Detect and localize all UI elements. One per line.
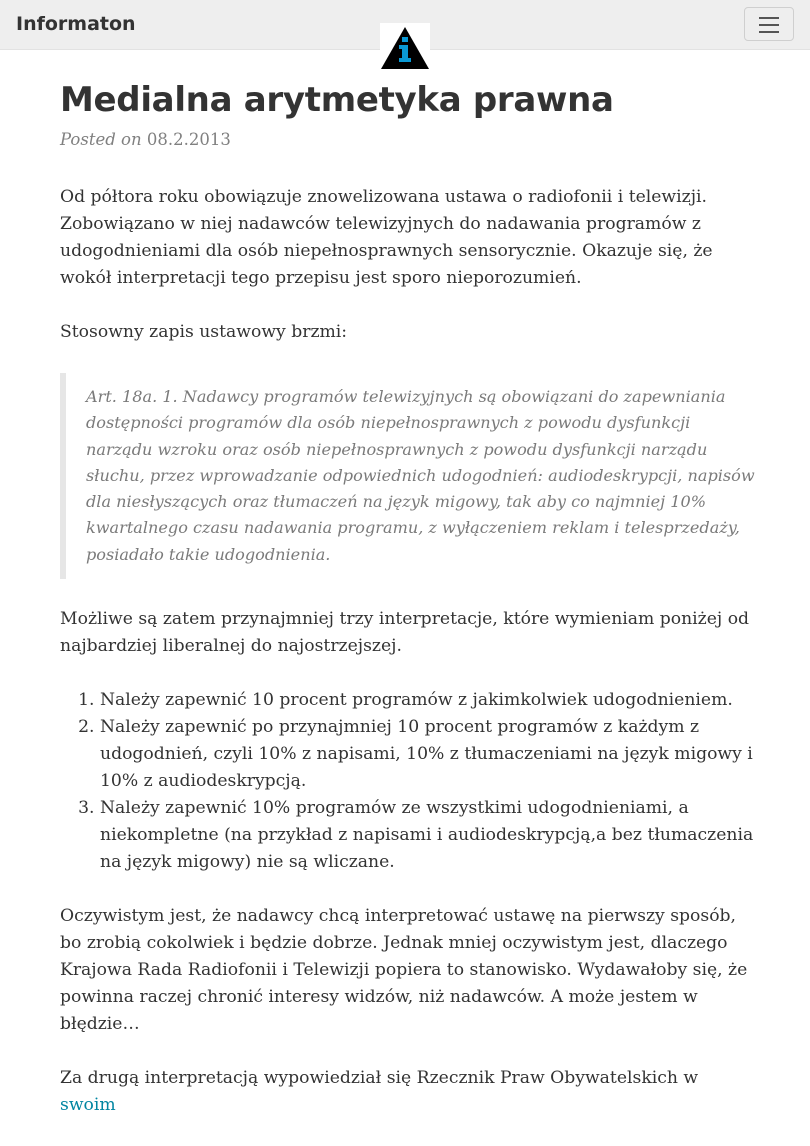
- rpo-text: Za drugą interpretacją wypowiedział się Rzecznik Praw Obywatelskich w: [60, 1068, 699, 1089]
- navbar: [0, 0, 810, 50]
- rpo-paragraph: [60, 1065, 755, 1119]
- interpretations-list: [60, 687, 755, 876]
- post-date: 08.2.2013: [146, 130, 231, 149]
- list-item: 2. Należy zapewnić po przynajmniej 10 procent programów z każdym z udogodnień, czyli 10% z napisami, 10% z tłumaczeniami na język migowy i 10% z audiodeskrypcją.: [100, 714, 755, 795]
- list-item: 3. Należy zapewnić 10% programów ze wszystkimi udogodnieniami, a niekompletne (na przykład z napisami i audiodeskrypcją,a bez tłumaczenia na język migowy) nie są wliczane.: [100, 795, 755, 876]
- post-meta: [60, 130, 231, 149]
- interpretations-intro: Możliwe są zatem przynajmniej trzy interpretacje, które wymieniam poniżej od najbardziej liberalnej do najostrzejszej.: [60, 609, 750, 657]
- lead-in-paragraph: Stosowny zapis ustawowy brzmi:: [60, 322, 348, 342]
- post-title: Medialna arytmetyka prawna: [60, 80, 614, 120]
- intro-paragraph: Od półtora roku obowiązuje znowelizowana ustawa o radiofonii i telewizji. Zobowiązano w niej nadawców telewizyjnych do nadawania programów z udogodnieniami dla osób niepełnosprawnych sensorycznie. Okazuje się, że wokół interpretacji tego przepisu jest sporo nieporozumień.: [60, 187, 713, 288]
- brand-link[interactable]: Informaton: [16, 13, 136, 35]
- info-triangle-icon[interactable]: [380, 23, 430, 71]
- post-content: [60, 184, 755, 1146]
- law-quote: [60, 373, 755, 579]
- comment-paragraph: Oczywistym jest, że nadawcy chcą interpretować ustawę na pierwszy sposób, bo zrobią cokolwiek i będzie dobrze. Jednak mniej oczywistym jest, dlaczego Krajowa Rada Radiofonii i Telewizji popiera to stanowisko. Wydawałoby się, że powinna raczej chronić interesy widzów, niż nadawców. A może jestem w błędzie…: [60, 906, 748, 1035]
- menu-toggle-button[interactable]: [744, 7, 794, 41]
- list-item: 1. Należy zapewnić 10 procent programów z jakimkolwiek udogodnieniem.: [100, 687, 755, 714]
- rpo-link[interactable]: swoim: [60, 1095, 116, 1116]
- law-quote-text: Art. 18a. 1. Nadawcy programów telewizyjnych są obowiązani do zapewniania dostępności programów dla osób niepełnosprawnych z powodu dysfunkcji narządu wzroku oraz osób niepełnosprawnych z powodu dysfunkcji narządu słuchu, przez wprowadzanie odpowiednich udogodnień: audiodeskrypcji, napisów dla niesłyszących oraz tłumaczeń na język migowy, tak aby co najmniej 10% kwartalnego czasu nadawania programu, z wyłączeniem reklam i telesprzedaży, posiadało takie udogodnienia.: [86, 387, 755, 564]
- posted-label: Posted on: [60, 130, 142, 149]
